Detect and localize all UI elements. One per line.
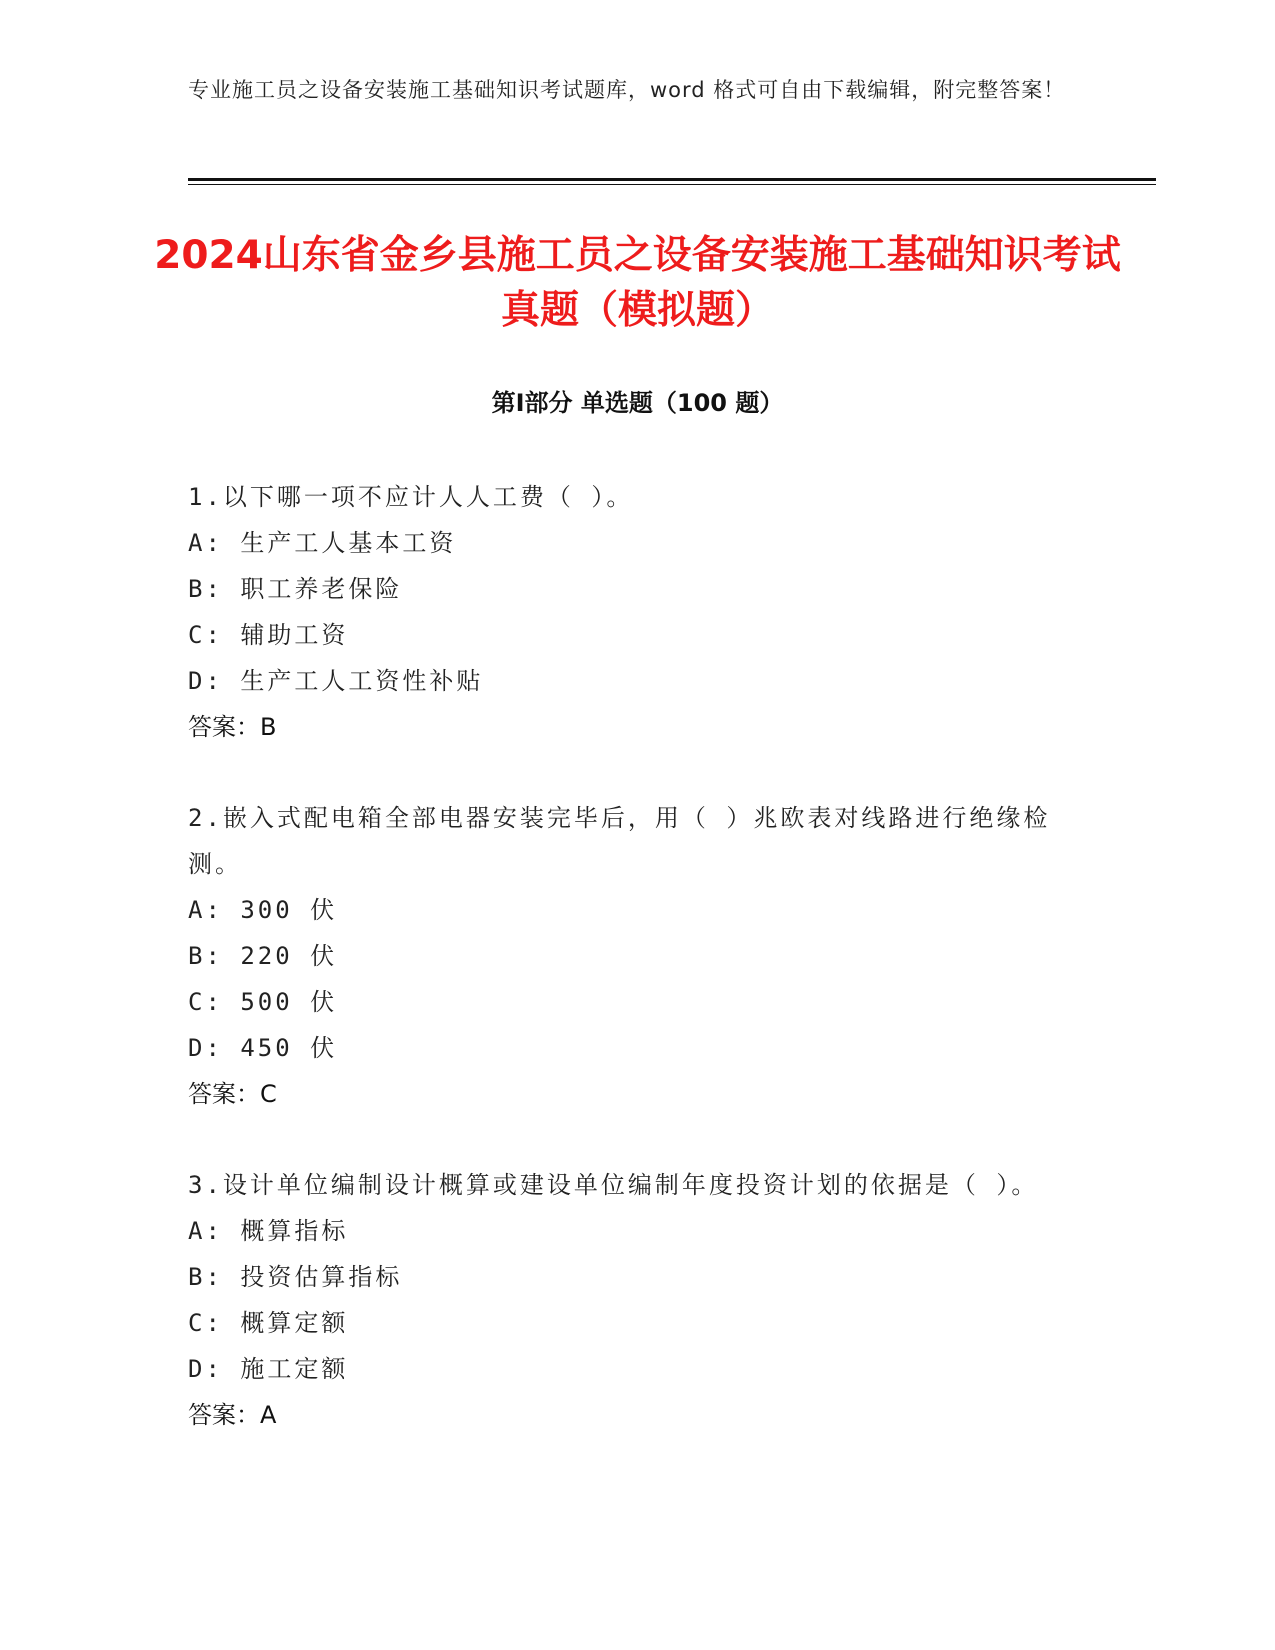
header-note: 专业施工员之设备安装施工基础知识考试题库，word 格式可自由下载编辑，附完整答案！ — [188, 78, 1066, 102]
option-c: C: 概算定额 — [188, 1309, 349, 1337]
document-title: 2024山东省金乡县施工员之设备安装施工基础知识考试真题（模拟题） — [154, 233, 1121, 333]
option-d: D: 450 伏 — [188, 1034, 338, 1062]
answer: 答案：B — [188, 713, 277, 741]
question-stem: 2.嵌入式配电箱全部电器安装完毕后，用（ ）兆欧表对线路进行绝缘检测。 — [188, 804, 1051, 878]
question-stem: 1.以下哪一项不应计人人工费（ ）。 — [188, 483, 634, 511]
question-1 — [188, 474, 1088, 750]
option-a: A: 300 伏 — [188, 896, 338, 924]
question-stem: 3.设计单位编制设计概算或建设单位编制年度投资计划的依据是（ ）。 — [188, 1171, 1039, 1199]
option-c: C: 500 伏 — [188, 988, 338, 1016]
option-b: B: 职工养老保险 — [188, 575, 403, 603]
option-d: D: 生产工人工资性补贴 — [188, 667, 484, 695]
answer: 答案：A — [188, 1401, 277, 1429]
header-rule-thick — [188, 178, 1156, 181]
question-2 — [188, 795, 1088, 1117]
header-rule-thin — [188, 184, 1156, 185]
option-a: A: 生产工人基本工资 — [188, 529, 457, 557]
section-title: 第Ⅰ部分 单选题（100 题） — [491, 389, 784, 417]
option-b: B: 220 伏 — [188, 942, 338, 970]
option-a: A: 概算指标 — [188, 1217, 349, 1245]
answer: 答案：C — [188, 1080, 277, 1108]
option-b: B: 投资估算指标 — [188, 1263, 403, 1291]
option-d: D: 施工定额 — [188, 1355, 349, 1383]
option-c: C: 辅助工资 — [188, 621, 349, 649]
question-3 — [188, 1162, 1088, 1438]
